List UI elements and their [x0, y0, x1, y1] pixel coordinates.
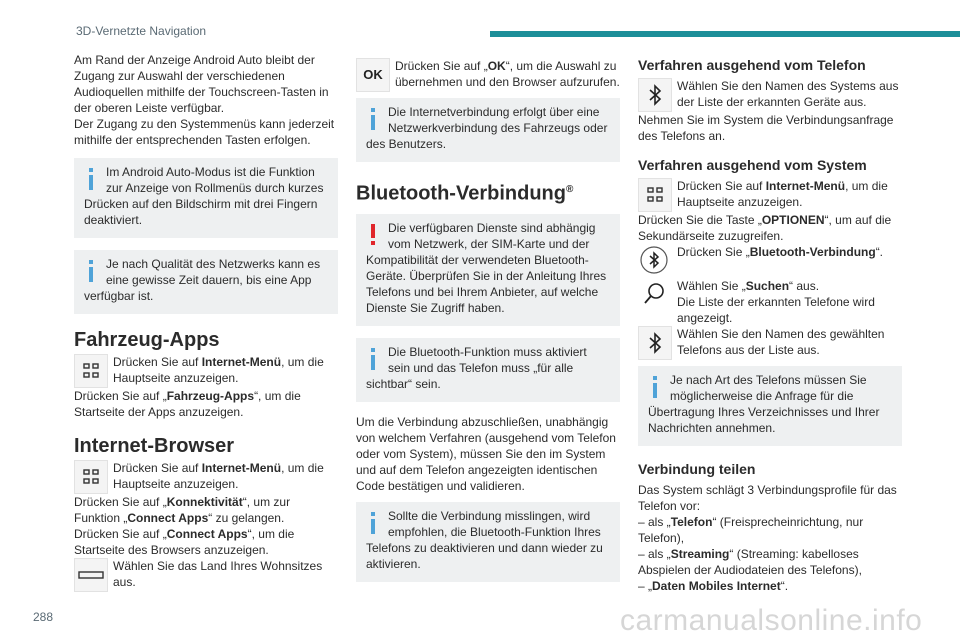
heading-internet-browser: Internet-Browser	[74, 435, 235, 457]
page-number: 288	[33, 610, 54, 624]
step-options: Drücken Sie die Taste „OPTIONEN“, um auf die Sekundärseite zuzugreifen.	[638, 213, 892, 243]
info-icon	[366, 344, 380, 374]
step-select-phone: Wählen Sie den Namen des gewählten Telefons aus der Liste aus.	[638, 326, 902, 360]
step-bold: Internet-Menü	[201, 355, 282, 369]
warning-note-services: Die verfügbaren Dienste sind abhängig vom Netzwerk, der SIM-Karte und der Kompatibilität der verwendeten Bluetooth-Geräte. Überprüfen Sie in der Anleitung Ihres Telefons und bei Ihrem Anbieter, auf welche Dienste Sie Zugriff haben.	[356, 214, 620, 326]
step-text: Drücken Sie auf	[113, 355, 202, 369]
column-right	[638, 56, 902, 594]
heading-from-system: Verfahren ausgehend vom System	[638, 157, 867, 173]
bluetooth-body: Um die Verbindung abzuschließen, unabhängig von welchem Verfahren (ausgehend vom Telefon oder vom System), müssen Sie den im System und auf dem Telefon angezeigten identischen Code bestätigen und validieren.	[356, 414, 616, 493]
step-system-internet-menu: Drücken Sie auf Internet-Menü, um die Hauptseite anzuzeigen.	[638, 178, 902, 212]
share-profile-phone: – als „Telefon“ (Freisprecheinrichtung, nur Telefon),	[638, 515, 864, 545]
heading-share-connection: Verbindung teilen	[638, 461, 756, 477]
warning-icon	[366, 220, 380, 250]
info-note-directory: Je nach Art des Telefons müssen Sie möglicherweise die Anfrage für die Übertragung Ihres Verzeichnisses und Ihrer Nachrichten annehmen.	[638, 366, 902, 446]
bluetooth-icon	[638, 326, 672, 360]
heading-vehicle-apps: Fahrzeug-Apps	[74, 329, 220, 351]
intro-paragraph: Am Rand der Anzeige Android Auto bleibt der Zugang zur Auswahl der verschiedenen Audioquellen mithilfe der Touchscreen-Tasten in der oberen Leiste verfügbar.	[74, 53, 329, 115]
slider-bar-icon	[74, 558, 108, 592]
info-note-bluetooth: Die Bluetooth-Funktion muss aktiviert sein und das Telefon muss „für alle sichtbar“ sein.	[356, 338, 620, 402]
ok-button-icon: OK	[356, 58, 390, 92]
info-note-network	[74, 250, 338, 314]
bluetooth-icon	[638, 78, 672, 112]
note-text: Je nach Qualität des Netzwerks kann es eine gewisse Zeit dauern, bis eine App verfügbar ist.	[84, 257, 321, 303]
step-country: Wählen Sie das Land Ihres Wohnsitzes aus.	[74, 558, 338, 592]
share-profile-streaming: – als „Streaming“ (Streaming: kabelloses Abspielen der Audiodateien des Telefons),	[638, 547, 862, 577]
column-left	[74, 52, 338, 592]
column-middle	[356, 58, 620, 582]
step-bluetooth-connection: Drücken Sie „Bluetooth-Verbindung“.	[638, 244, 902, 278]
note-text: Im Android Auto-Modus ist die Funktion zur Anzeige von Rollmenüs durch kurzes Drücken auf den Bildschirm mit drei Fingern deaktiviert.	[84, 165, 324, 227]
step-vehicle-apps: Drücken Sie auf „Fahrzeug-Apps“, um die Startseite der Apps anzuzeigen.	[74, 389, 301, 419]
search-icon	[638, 278, 672, 312]
info-icon	[366, 104, 380, 134]
share-intro: Das System schlägt 3 Verbindungsprofile für das Telefon vor:	[638, 483, 897, 513]
info-icon	[84, 256, 98, 286]
info-note-internet: Die Internetverbindung erfolgt über eine Netzwerkverbindung des Fahrzeugs oder des Benutzers.	[356, 98, 620, 162]
step-connectivity: Drücken Sie auf „Konnektivität“, um zur Funktion „Connect Apps“ zu gelangen.	[74, 495, 291, 525]
info-note-android-auto	[74, 158, 338, 238]
step-internet-menu-browser: Drücken Sie auf Internet-Menü, um die Hauptseite anzuzeigen.	[74, 460, 338, 494]
header-accent-bar	[490, 31, 960, 37]
watermark: carmanualsonline.info	[620, 604, 923, 637]
info-icon	[648, 372, 662, 402]
step-text: , um die Hauptseite anzuzeigen.	[113, 355, 324, 385]
step-phone-accept: Nehmen Sie im System die Verbindungsanfrage des Telefons an.	[638, 113, 894, 143]
step-connect-apps: Drücken Sie auf „Connect Apps“, um die Startseite des Browsers anzuzeigen.	[74, 527, 295, 557]
step-internet-menu	[74, 354, 338, 388]
info-icon	[366, 508, 380, 538]
info-icon	[84, 164, 98, 194]
apps-grid-icon	[74, 460, 108, 494]
info-note-failure: Sollte die Verbindung misslingen, wird empfohlen, die Bluetooth-Funktion Ihres Telefons zu deaktivieren und dann wieder zu aktivieren.	[356, 502, 620, 582]
heading-from-phone: Verfahren ausgehend vom Telefon	[638, 57, 866, 73]
intro-paragraph-2: Der Zugang zu den Systemmenüs kann jederzeit mithilfe der entsprechenden Tasten erfolgen.	[74, 117, 335, 147]
apps-grid-icon	[74, 354, 108, 388]
step-search: Wählen Sie „Suchen“ aus. Die Liste der erkannten Telefone wird angezeigt.	[638, 278, 902, 326]
bluetooth-circle-icon	[638, 244, 672, 278]
apps-grid-icon	[638, 178, 672, 212]
share-profile-data: – „Daten Mobiles Internet“.	[638, 579, 789, 593]
heading-bluetooth: Bluetooth-Verbindung®	[356, 182, 574, 205]
step-phone-select: Wählen Sie den Namen des Systems aus der Liste der erkannten Geräte aus.	[638, 78, 902, 112]
running-header: 3D-Vernetzte Navigation	[76, 24, 207, 38]
step-ok: OK Drücken Sie auf „OK“, um die Auswahl zu übernehmen und den Browser aufzurufen.	[356, 58, 620, 92]
